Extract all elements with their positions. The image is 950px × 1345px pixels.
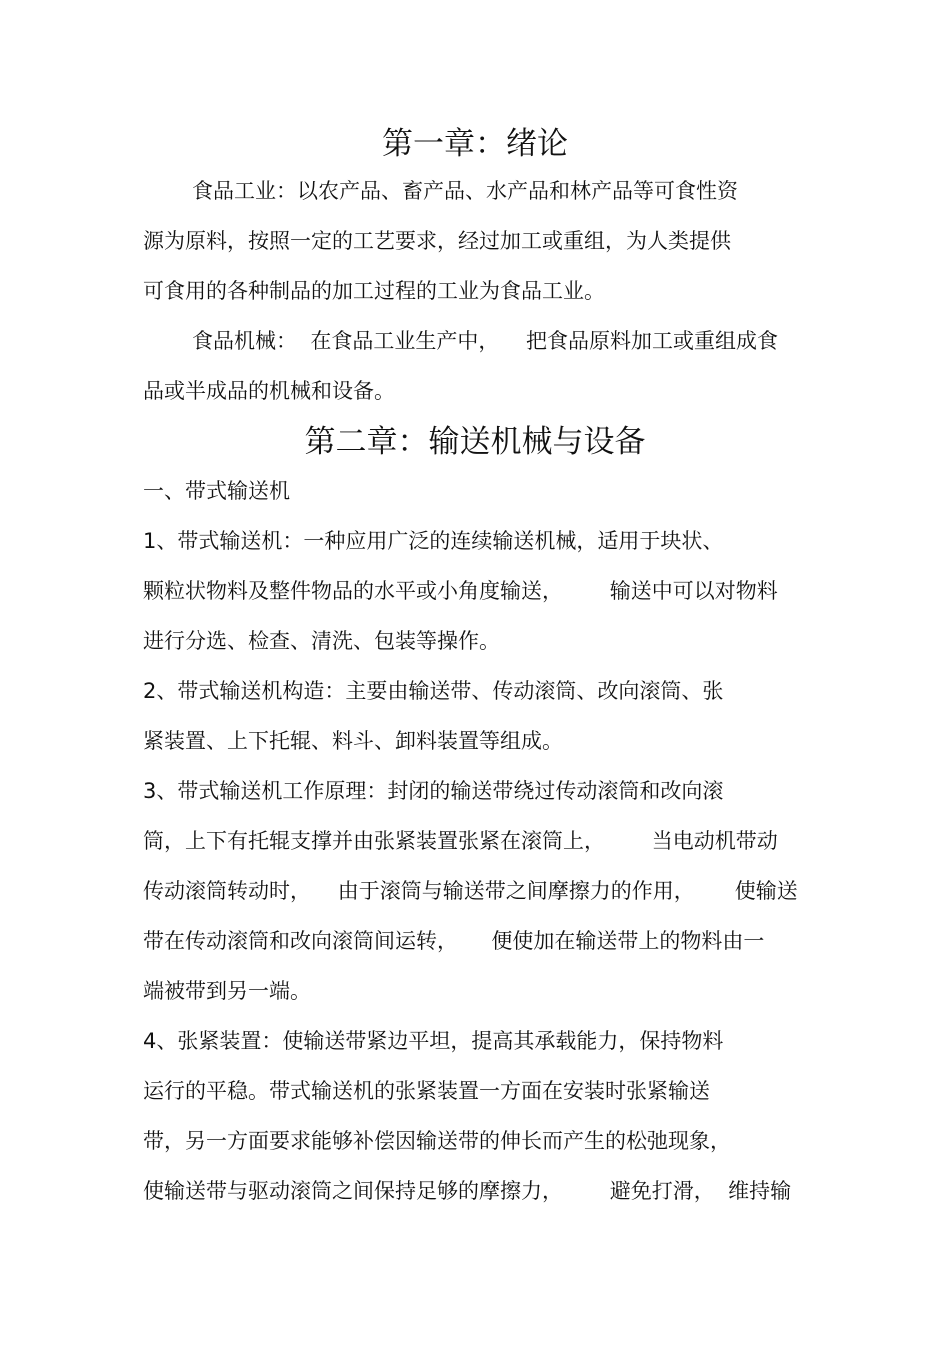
paragraph-line: 源为原料，按照一定的工艺要求，经过加工或重组，为人类提供	[143, 229, 731, 253]
paragraph-line: 端被带到另一端。	[143, 979, 311, 1003]
paragraph-line: 紧装置、上下托辊、料斗、卸料装置等组成。	[143, 729, 563, 753]
paragraph-line: 带，另一方面要求能够补偿因输送带的伸长而产生的松弛现象，	[143, 1129, 731, 1153]
paragraph-line: 进行分选、检查、清洗、包装等操作。	[143, 629, 500, 653]
paragraph-line: 食品机械： 在食品工业生产中， 把食品原料加工或重组成食	[192, 329, 779, 353]
paragraph-line: 使输送带与驱动滚筒之间保持足够的摩擦力， 避免打滑， 维持输	[143, 1179, 792, 1203]
paragraph-line: 带在传动滚筒和改向滚筒间运转， 便使加在输送带上的物料由一	[143, 929, 765, 953]
paragraph-line: 4、张紧装置：使输送带紧边平坦，提高其承载能力，保持物料	[143, 1029, 724, 1053]
paragraph-line: 品或半成品的机械和设备。	[143, 379, 395, 403]
paragraph-line: 3、带式输送机工作原理：封闭的输送带绕过传动滚筒和改向滚	[143, 779, 724, 803]
paragraph-line: 食品工业：以农产品、畜产品、水产品和林产品等可食性资	[192, 179, 738, 203]
paragraph-line: 筒，上下有托辊支撑并由张紧装置张紧在滚筒上， 当电动机带动	[143, 829, 778, 853]
paragraph-line: 1、带式输送机：一种应用广泛的连续输送机械，适用于块状、	[143, 529, 724, 553]
paragraph-line: 运行的平稳。带式输送机的张紧装置一方面在安装时张紧输送	[143, 1079, 710, 1103]
paragraph-line: 颗粒状物料及整件物品的水平或小角度输送， 输送中可以对物料	[143, 579, 778, 603]
paragraph-line: 可食用的各种制品的加工过程的工业为食品工业。	[143, 279, 605, 303]
chapter-2-title: 第二章：输送机械与设备	[304, 424, 646, 460]
paragraph-line: 2、带式输送机构造：主要由输送带、传动滚筒、改向滚筒、张	[143, 679, 724, 703]
paragraph-line: 传动滚筒转动时， 由于滚筒与输送带之间摩擦力的作用， 使输送	[143, 879, 798, 903]
chapter-1-title: 第一章：绪论	[382, 126, 568, 162]
section-heading: 一、带式输送机	[143, 479, 290, 503]
